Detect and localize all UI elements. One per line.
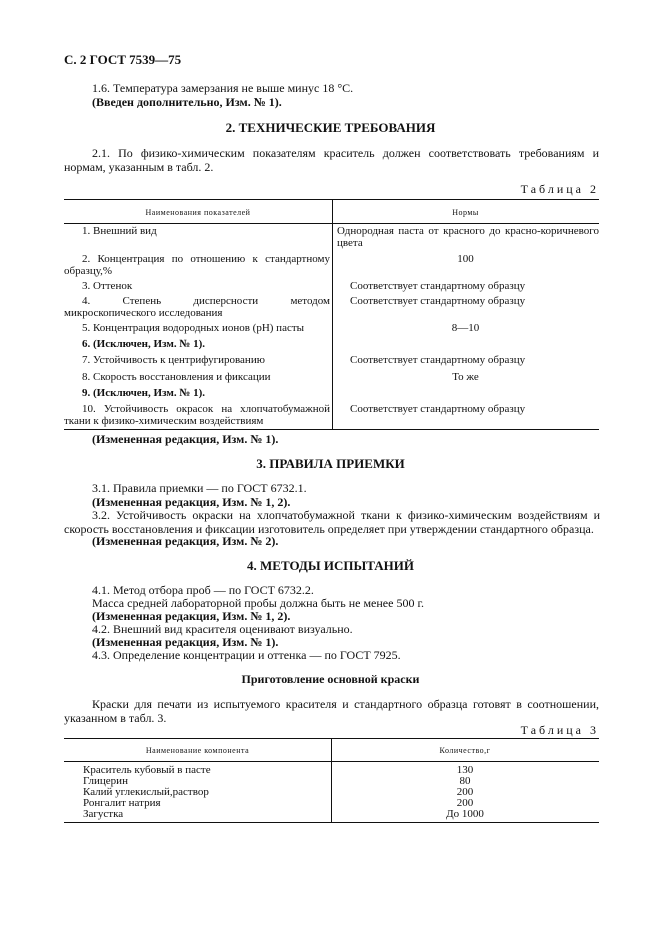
table-3-row-1-value: 130: [456, 764, 474, 776]
table-2-row-5-value: 8—10: [451, 322, 480, 334]
table-2-row-1-value: Однородная паста от красного до красно-коричневого цвета: [337, 225, 599, 249]
table-2-row-8-name: 8. Скорость восстановления и фиксации: [82, 371, 271, 383]
paint-preparation-text: Краски для печати из испытуемого красителя и стандартного образца готовят в соотношении, указанном в табл. 3.: [64, 697, 599, 725]
subsection-title: Приготовление основной краски: [241, 672, 420, 686]
table-2-row-6-name: 6. (Исключен, Изм. № 1).: [82, 338, 206, 350]
table-3-row-5-name: Загустка: [83, 808, 124, 820]
table-3-header-name: Наименование компонента: [145, 746, 250, 755]
table-3-header-qty: Количество,г: [439, 746, 491, 755]
table-2-row-1-name: 1. Внешний вид: [82, 225, 157, 237]
clause-3-2-note: (Измененная редакция, Изм. № 2).: [92, 534, 279, 548]
clause-3-1-note: (Измененная редакция, Изм. № 1, 2).: [92, 495, 291, 509]
table-2-row-10-value: Соответствует стандартному образцу: [350, 403, 526, 415]
page-header: С. 2 ГОСТ 7539—75: [64, 52, 182, 67]
clause-1-6: 1.6. Температура замерзания не выше минус 18 °С.: [92, 81, 354, 95]
clause-4-2-note: (Измененная редакция, Изм. № 1).: [92, 635, 279, 649]
table-3-caption: Таблица 3: [520, 723, 599, 737]
table-3-row-2-name: Глицерин: [83, 775, 128, 787]
section-3-title: 3. ПРАВИЛА ПРИЕМКИ: [256, 456, 405, 471]
table-3-row-3-name: Калий углекислый,раствор: [83, 786, 209, 798]
section-2-title: 2. ТЕХНИЧЕСКИЕ ТРЕБОВАНИЯ: [225, 120, 436, 135]
table-2-caption: Таблица 2: [520, 182, 599, 196]
table-3-row-5-value: До 1000: [446, 808, 484, 820]
table-2-row-8-value: То же: [452, 371, 479, 383]
table-2-row-2-value: 100: [457, 253, 474, 265]
table-2-header-norm: Нормы: [452, 208, 479, 217]
table-2-row-10-name: 10. Устойчивость окрасок на хлопчатобумажной ткани к физико-химическим воздействиям: [64, 403, 330, 427]
table-2-row-4-name: 4. Степень дисперсности методом микроскопического исследования: [64, 295, 330, 319]
clause-4-3: 4.3. Определение концентрации и оттенка — по ГОСТ 7925.: [92, 648, 401, 662]
table-3-row-1-name: Краситель кубовый в пасте: [83, 764, 211, 776]
clause-2-1: 2.1. По физико-химическим показателям краситель должен соответствовать требованиям и нормам, указанным в табл. 2.: [64, 146, 599, 174]
clause-4-1: 4.1. Метод отбора проб — по ГОСТ 6732.2.: [92, 583, 314, 597]
table-2-row-3-name: 3. Оттенок: [82, 280, 133, 292]
table-2-row-7-value: Соответствует стандартному образцу: [350, 354, 526, 366]
clause-4-1-note: (Измененная редакция, Изм. № 1, 2).: [92, 609, 291, 623]
table-3-row-3-value: 200: [456, 786, 474, 798]
table-2-row-9-name: 9. (Исключен, Изм. № 1).: [82, 387, 206, 399]
table-2-row-7-name: 7. Устойчивость к центрифугированию: [82, 354, 265, 366]
table-2-note: (Измененная редакция, Изм. № 1).: [92, 432, 279, 446]
clause-3-2: 3.2. Устойчивость окраски на хлопчатобумажной ткани к физико-химическим воздействиям и скорость восстановления и фиксации изготовитель определяет при утверждении стандартного образца.: [64, 508, 600, 536]
section-4-title: 4. МЕТОДЫ ИСПЫТАНИЙ: [247, 558, 414, 573]
table-3-row-4-name: Ронгалит натрия: [83, 797, 161, 809]
clause-1-6-note: (Введен дополнительно, Изм. № 1).: [92, 95, 282, 109]
table-3-row-4-value: 200: [456, 797, 474, 809]
clause-3-1: 3.1. Правила приемки — по ГОСТ 6732.1.: [92, 481, 307, 495]
table-2-row-3-value: Соответствует стандартному образцу: [350, 280, 526, 292]
table-2-row-4-value: Соответствует стандартному образцу: [350, 295, 526, 307]
clause-4-2: 4.2. Внешний вид красителя оценивают визуально.: [92, 622, 353, 636]
clause-4-1-mass: Масса средней лабораторной пробы должна быть не менее 500 г.: [92, 596, 425, 610]
table-3-row-2-value: 80: [459, 775, 471, 787]
table-2-row-5-name: 5. Концентрация водородных ионов (рН) пасты: [82, 322, 305, 334]
table-2-row-2-name: 2. Концентрация по отношению к стандартному образцу,%: [64, 253, 330, 277]
table-2-header-name: Наименования показателей: [145, 208, 251, 217]
